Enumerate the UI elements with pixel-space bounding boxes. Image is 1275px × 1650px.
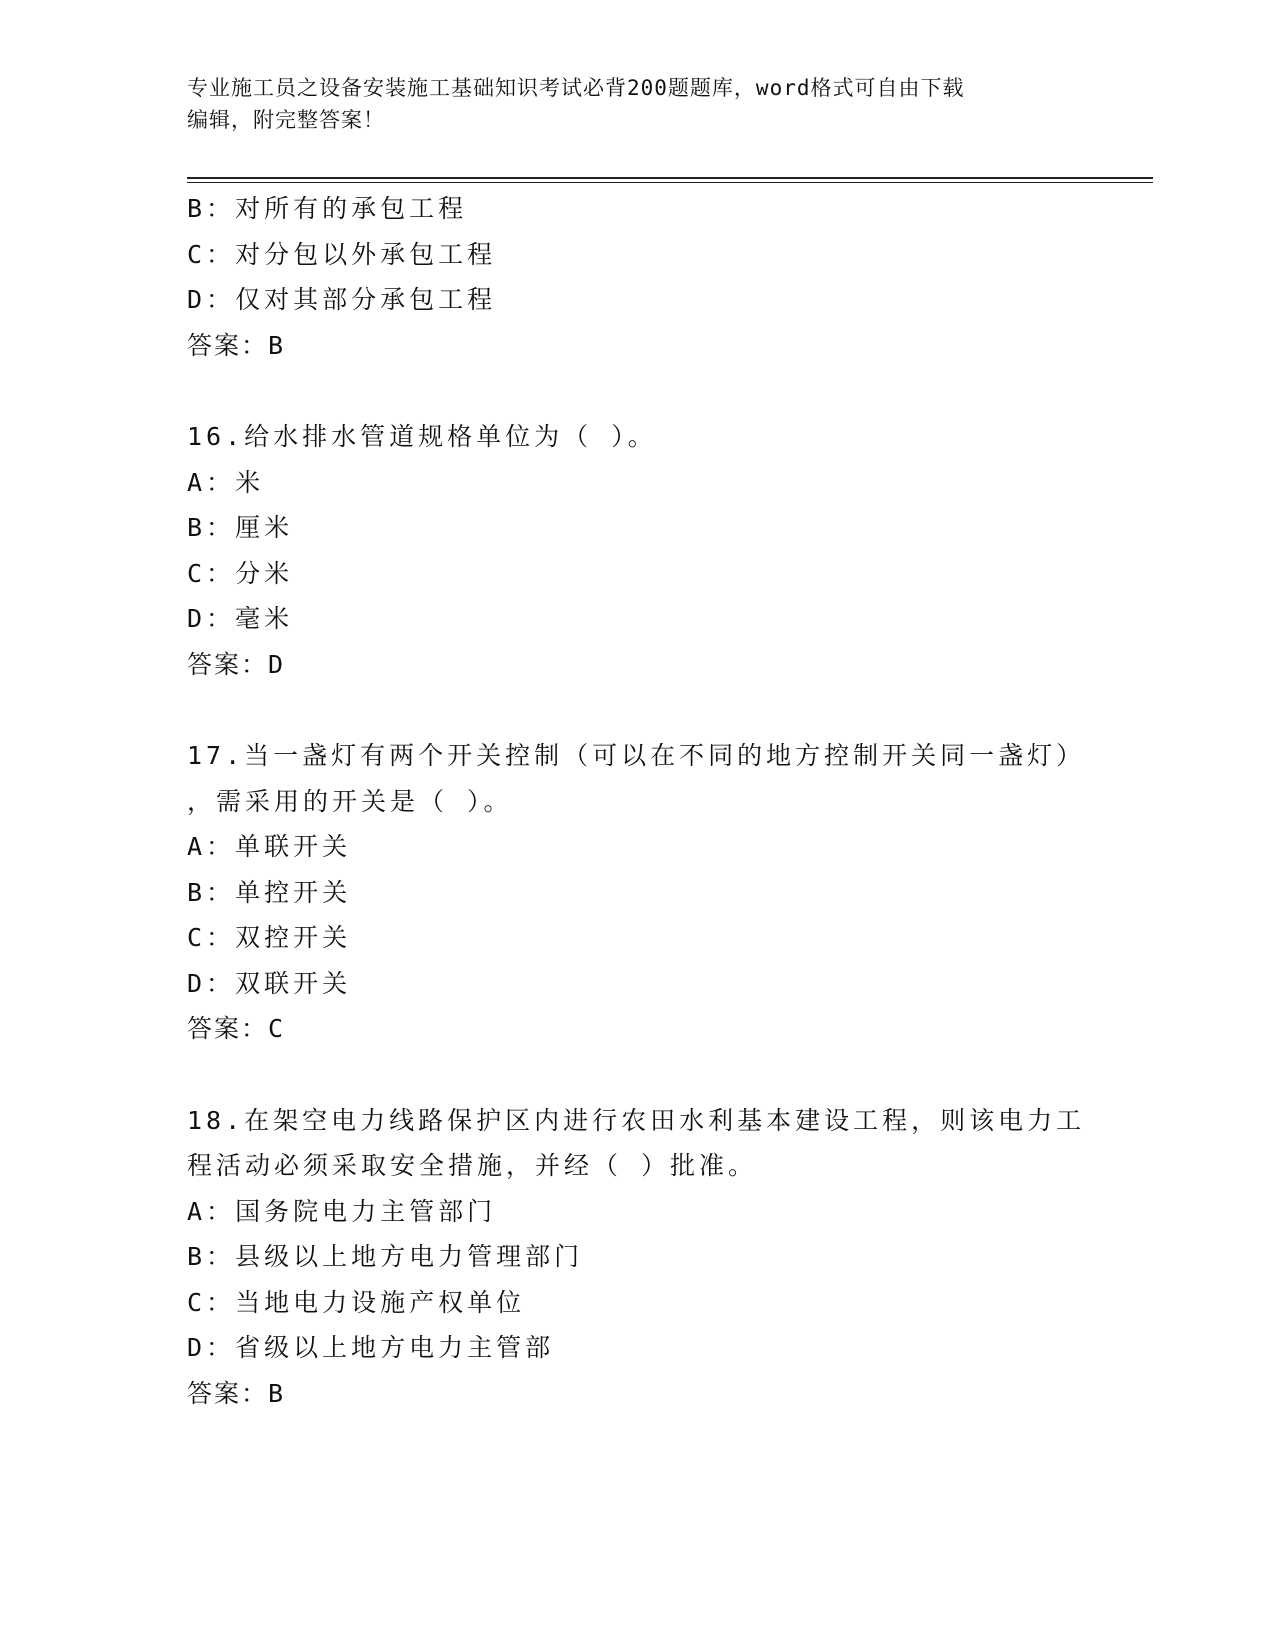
spacer [187, 368, 1087, 414]
answer-line: 答案：B [187, 330, 286, 360]
answer-line: 答案：B [187, 1378, 286, 1408]
option-text: 对所有的承包工程 [235, 194, 468, 223]
option-label: C： [187, 558, 236, 588]
option-label: B： [187, 877, 236, 907]
header-line-1: 专业施工员之设备安装施工基础知识考试必背200题题库，word格式可自由下载 [187, 76, 965, 100]
question-stem [187, 414, 1087, 460]
option-text: 省级以上地方电力主管部 [235, 1333, 555, 1362]
spacer [187, 687, 1087, 733]
option-label: D： [187, 604, 236, 633]
option-c [187, 232, 1087, 278]
option-b [187, 1234, 1087, 1280]
option-text: 厘米 [235, 513, 294, 542]
option-c [187, 915, 1087, 961]
question-stem-continued: ，需采用的开关是（ ）。 [187, 786, 513, 816]
header-line-2: 编辑，附完整答案！ [187, 108, 385, 132]
option-label: D： [187, 285, 236, 314]
question-18 [187, 1098, 1087, 1417]
question-stem [187, 733, 1087, 779]
option-text: 米 [235, 467, 265, 497]
option-label: D： [187, 968, 236, 998]
header-rule-thin [187, 182, 1153, 183]
question-number: 16. [187, 422, 245, 451]
option-text: 双控开关 [235, 923, 352, 952]
option-label: C： [187, 923, 236, 952]
question-number: 17. [187, 741, 245, 770]
option-text: 对分包以外承包工程 [235, 239, 497, 269]
answer-line: 答案：C [187, 1014, 286, 1043]
question-stem-continued: 程活动必须采取安全措施，并经（ ）批准。 [187, 1151, 758, 1180]
option-d [187, 1325, 1087, 1371]
spacer [187, 1052, 1087, 1098]
question-text: 在架空电力线路保护区内进行农田水利基本建设工程，则该电力工 [244, 1105, 1086, 1135]
option-label: B： [187, 1242, 236, 1271]
option-label: A： [187, 467, 236, 497]
answer-line: 答案：D [187, 649, 286, 679]
question-text: 给水排水管道规格单位为（ ）。 [244, 422, 657, 451]
option-label: B： [187, 513, 236, 542]
option-text: 毫米 [235, 604, 294, 633]
option-b [187, 186, 1087, 232]
option-text: 单联开关 [235, 832, 352, 861]
question-16 [187, 414, 1087, 687]
option-label: B： [187, 194, 236, 223]
header-rule-thick [187, 177, 1153, 179]
option-label: C： [187, 1287, 236, 1317]
option-d [187, 277, 1087, 323]
option-label: C： [187, 239, 236, 269]
option-b [187, 505, 1087, 551]
page-header [187, 72, 1067, 136]
question-stem [187, 1098, 1087, 1144]
option-a [187, 824, 1087, 870]
option-c [187, 551, 1087, 597]
question-list [187, 186, 1087, 1416]
option-label: A： [187, 832, 236, 861]
option-text: 当地电力设施产权单位 [235, 1287, 526, 1317]
option-d [187, 961, 1087, 1007]
option-text: 县级以上地方电力管理部门 [235, 1242, 584, 1271]
option-text: 单控开关 [235, 877, 352, 907]
question-17 [187, 733, 1087, 1052]
option-text: 双联开关 [235, 968, 352, 998]
question-number: 18. [187, 1105, 245, 1135]
option-c [187, 1280, 1087, 1326]
question-15-fragment [187, 186, 1087, 368]
option-a [187, 1189, 1087, 1235]
option-label: D： [187, 1333, 236, 1362]
question-text: 当一盏灯有两个开关控制（可以在不同的地方控制开关同一盏灯） [244, 741, 1086, 770]
option-label: A： [187, 1196, 236, 1226]
option-text: 仅对其部分承包工程 [235, 285, 497, 314]
option-a [187, 460, 1087, 506]
option-b [187, 870, 1087, 916]
option-text: 国务院电力主管部门 [235, 1196, 497, 1226]
option-d [187, 596, 1087, 642]
option-text: 分米 [235, 558, 294, 588]
